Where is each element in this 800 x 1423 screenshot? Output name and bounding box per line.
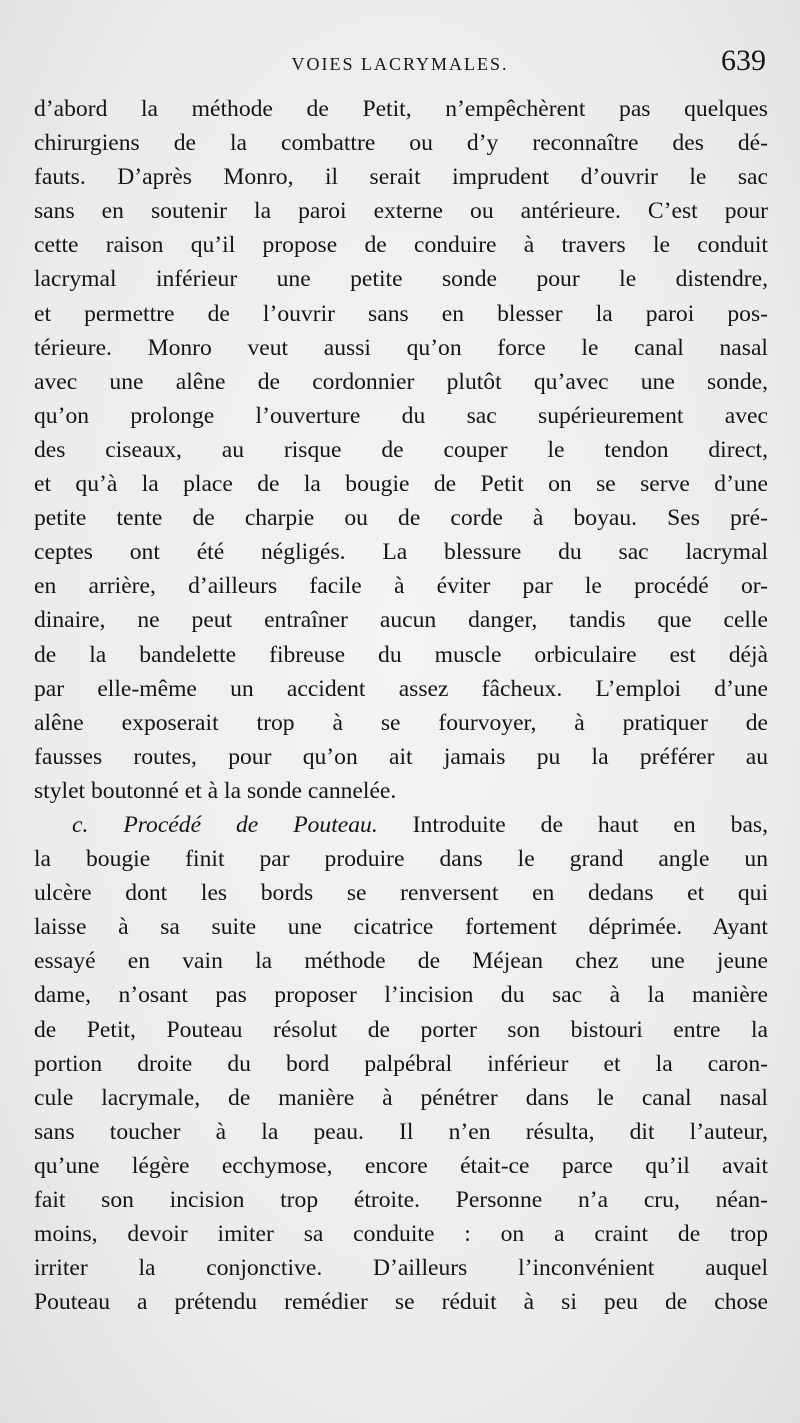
text-line: portion droite du bord palpébral inférieur et la caron- [34,1050,768,1077]
text-line: dinaire, ne peut entraîner aucun danger, tandis que celle [34,607,768,634]
text-line: chirurgiens de la combattre ou d’y reconnaître des dé- [34,130,768,157]
text-line: et permettre de l’ouvrir sans en blesser la paroi pos- [34,300,768,327]
text-line: qu’une légère ecchymose, encore était-ce parce qu’il avait [34,1152,768,1179]
section-heading-line [34,808,768,842]
body-text [34,92,768,1319]
running-title: VOIES LACRYMALES. [291,54,509,74]
text-line: sans en soutenir la paroi externe ou antérieure. C’est pour [34,198,768,225]
text-line: alêne exposerait trop à se fourvoyer, à pratiquer de [34,709,768,736]
text-line: qu’on prolonge l’ouverture du sac supérieurement avec [34,402,768,429]
text-line: avec une alêne de cordonnier plutôt qu’avec une sonde, [34,368,768,395]
section-heading-continuation: Introduite de haut en bas, [377,811,768,838]
page-number: 639 [721,44,766,77]
text-line: térieure. Monro veut aussi qu’on force le canal nasal [34,334,768,361]
text-line: la bougie finit par produire dans le grand angle un [34,846,768,873]
paragraph-last-line: stylet boutonné et à la sonde cannelée. [34,777,397,804]
text-line: par elle-même un accident assez fâcheux. L’emploi d’une [34,675,768,702]
text-line: cule lacrymale, de manière à pénétrer dans le canal nasal [34,1084,768,1111]
text-line: irriter la conjonctive. D’ailleurs l’inconvénient auquel [34,1255,768,1282]
text-line: fait son incision trop étroite. Personne n’a cru, néan- [34,1187,768,1213]
text-line: d’abord la méthode de Petit, n’empêchèrent pas quelques [34,96,768,122]
text-line: ceptes ont été négligés. La blessure du sac lacrymal [34,539,768,566]
text-line: et qu’à la place de la bougie de Petit on se serve d’une [34,471,768,498]
section-heading: c. Procédé de Pouteau. [72,811,378,838]
text-line: cette raison qu’il propose de conduire à travers le conduit [34,232,768,259]
text-line: petite tente de charpie ou de corde à boyau. Ses pré- [34,505,768,532]
text-line: des ciseaux, au risque de couper le tendon direct, [34,436,768,463]
page-header [0,44,800,84]
text-line: dame, n’osant pas proposer l’incision du sac à la manière [34,982,768,1009]
text-line: lacrymal inférieur une petite sonde pour le distendre, [34,266,768,293]
text-line: moins, devoir imiter sa conduite : on a craint de trop [34,1221,768,1248]
text-line: fauts. D’après Monro, il serait imprudent d’ouvrir le sac [34,164,768,191]
text-line: en arrière, d’ailleurs facile à éviter par le procédé or- [34,573,768,600]
text-line: de Petit, Pouteau résolut de porter son bistouri entre la [34,1016,768,1043]
text-line: de la bandelette fibreuse du muscle orbiculaire est déjà [34,641,768,668]
text-line: ulcère dont les bords se renversent en dedans et qui [34,880,768,907]
text-line: laisse à sa suite une cicatrice fortement déprimée. Ayant [34,914,768,941]
text-line: Pouteau a prétendu remédier se réduit à si peu de chose [34,1289,768,1316]
text-line: sans toucher à la peau. Il n’en résulta, dit l’auteur, [34,1118,768,1145]
text-line: fausses routes, pour qu’on ait jamais pu la préférer au [34,743,768,770]
text-line: essayé en vain la méthode de Méjean chez une jeune [34,948,768,975]
